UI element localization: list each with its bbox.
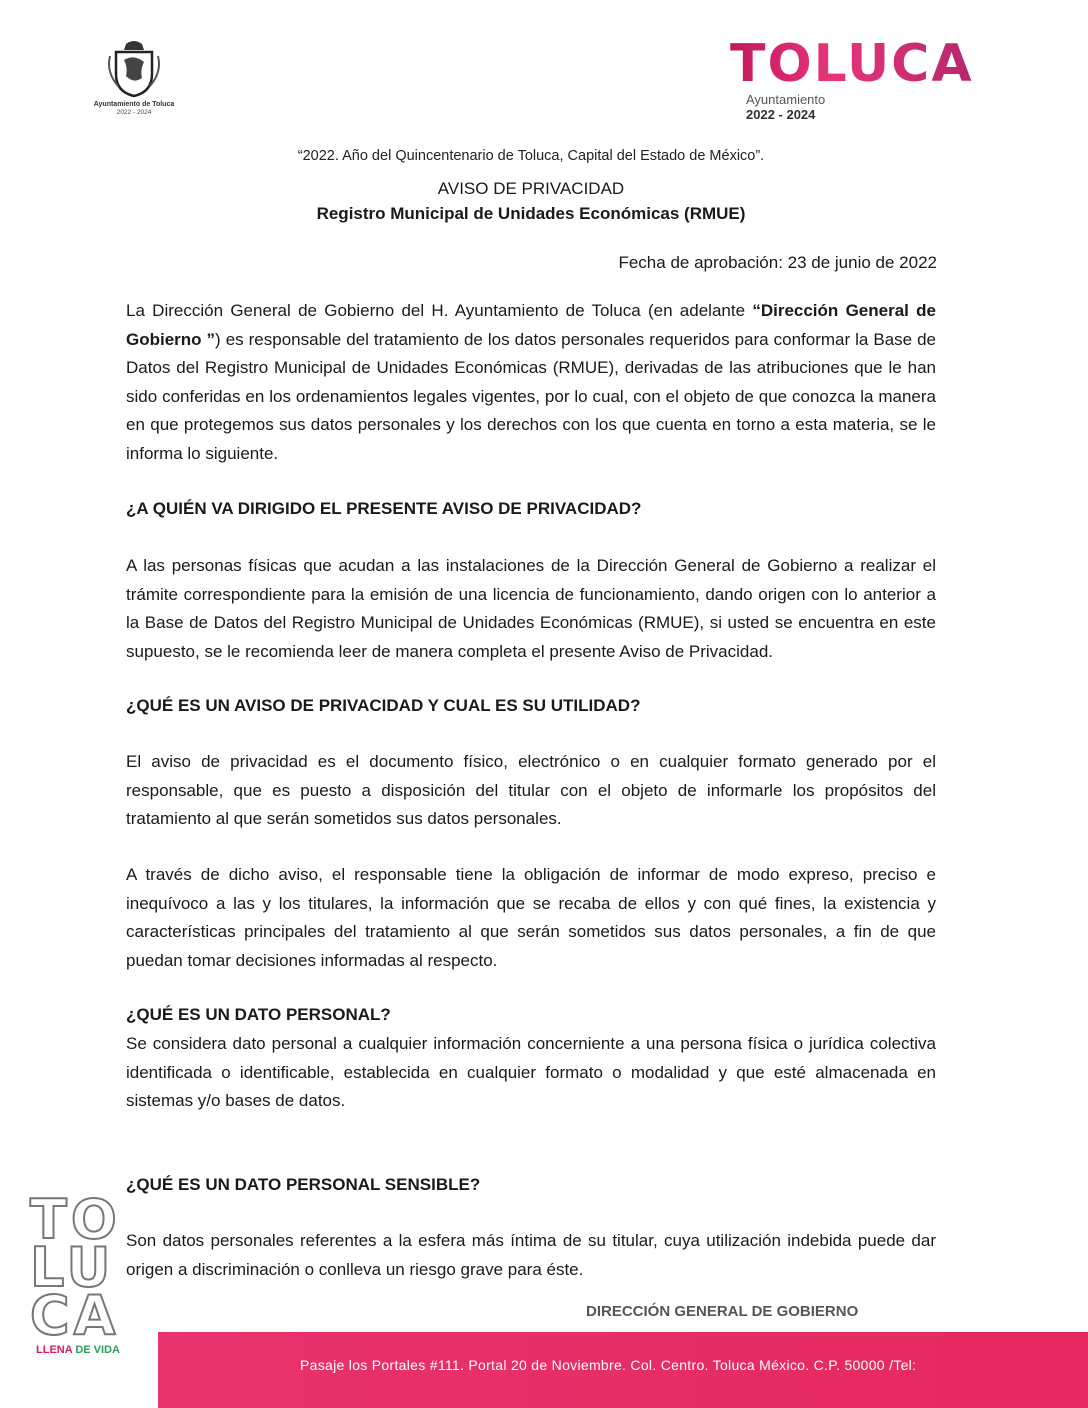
logo-subtitle: Ayuntamiento [746,92,826,107]
section-heading: ¿A QUIÉN VA DIRIGIDO EL PRESENTE AVISO DE PRIVACIDAD? [126,499,642,518]
document-subtitle: Registro Municipal de Unidades Económicas (RMUE) [316,204,746,223]
toluca-logo [730,34,988,126]
side-logo-line: LU [30,1236,115,1299]
seal-years: 2022 - 2024 [116,109,152,116]
approval-date: Fecha de aprobación: 23 de junio de 2022 [618,253,937,272]
section-paragraph: A las personas físicas que acudan a las instalaciones de la Dirección General de Gobierno a realizar el trámite correspondiente para la emisión de una licencia de funcionamiento, dando origen con lo anterior a la Base de Datos del Registro Municipal de Unidades Económicas (RMUE), si usted se encuentra en este supuesto, se le recomienda leer de manera completa el presente Aviso de Privacidad. [126,556,936,661]
tagline-part: DE VIDA [75,1344,120,1356]
section-heading: ¿QUÉ ES UN AVISO DE PRIVACIDAD Y CUAL ES SU UTILIDAD? [126,696,641,715]
side-logo-line: TO [30,1188,121,1251]
tagline-part: LLENA [36,1344,73,1356]
intro-text: La Dirección General de Gobierno del H. Ayuntamiento de Toluca (en adelante [126,301,753,320]
toluca-side-logo [30,1188,150,1392]
municipal-seal [88,38,180,124]
section-paragraph: Se considera dato personal a cualquier información concerniente a una persona física o jurídica colectiva identificada o identificable, establecida en cualquier formato o modalidad y que esté almacenada en sistemas y/o bases de datos. [126,1034,936,1110]
intro-defined-term: “Dirección General de Gobierno ” [126,301,936,349]
section-paragraph: A través de dicho aviso, el responsable tiene la obligación de informar de modo expreso, preciso e inequívoco a las y los titulares, la información que se recaba de ellos y con qué fines, la existencia y características principales del tratamiento al que serán sometidos sus datos personales, a fin de que puedan tomar decisiones informadas al respecto. [126,865,936,970]
seal-caption: Ayuntamiento de Toluca [93,101,175,108]
section-heading: ¿QUÉ ES UN DATO PERSONAL SENSIBLE? [126,1175,481,1194]
document-title: AVISO DE PRIVACIDAD [437,179,625,198]
department-name: DIRECCIÓN GENERAL DE GOBIERNO [586,1303,859,1320]
logo-years: 2022 - 2024 [746,107,816,122]
side-logo-tagline [36,1344,150,1356]
year-motto: “2022. Año del Quincentenario de Toluca, Capital del Estado de México”. [297,148,765,164]
footer-bar [158,1332,1088,1408]
intro-paragraph [126,297,936,468]
intro-text-cont: ) es responsable del tratamiento de los datos personales requeridos para conformar la Base de Datos del Registro Municipal de Unidades Económicas (RMUE), derivadas de las atribuciones que le han sido conferidas en los ordenamientos legales vigentes, por lo cual, con el objeto de que conozca la manera en que protegemos sus datos personales y los derechos con los que cuenta en torno a esta materia, se le informa lo siguiente. [126,329,936,463]
logo-wordmark: TOLUCA [730,38,988,90]
coat-of-arms-icon [104,38,164,100]
section-heading: ¿QUÉ ES UN DATO PERSONAL? [126,1005,391,1024]
section-paragraph: Son datos personales referentes a la esfera más íntima de su titular, cuya utilización indebida puede dar origen a discriminación o conlleva un riesgo grave para éste. [126,1231,936,1279]
side-logo-line: CA [30,1284,120,1347]
footer-address: Pasaje los Portales #111. Portal 20 de Noviembre. Col. Centro. Toluca México. C.P. 50000 /Tel: [300,1357,917,1373]
section-paragraph: El aviso de privacidad es el documento físico, electrónico o en cualquier formato generado por el responsable, que es puesto a disposición del titular con el objeto de informarle los propósitos del tratamiento al que serán sometidos sus datos personales. [126,752,936,828]
